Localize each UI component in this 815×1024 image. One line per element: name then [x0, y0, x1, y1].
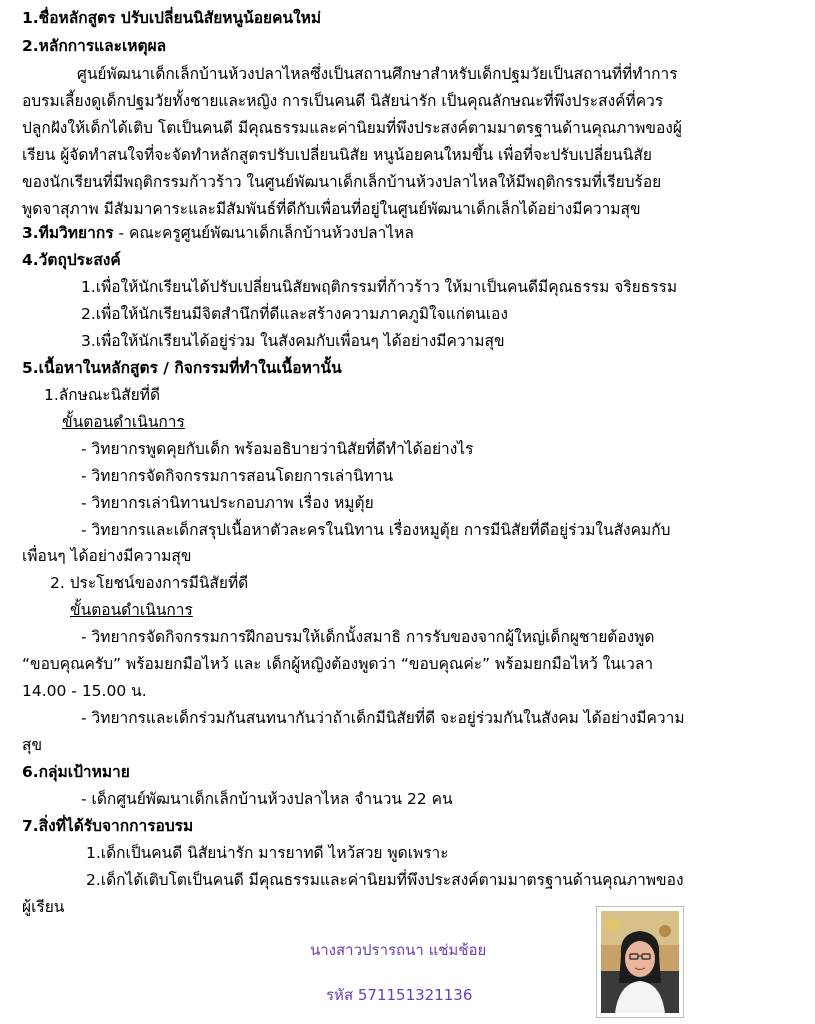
outcome-item: 2.เด็กได้เติบโตเป็นคนดี มีคุณธรรมและค่านิยมที่พึงประสงค์ตามมาตรฐานด้านคุณภาพของ	[86, 871, 684, 889]
activity-item-wrap: เพื่อนๆ ได้อย่างมีความสุข	[22, 547, 192, 565]
section-3-text: - คณะครูศูนย์พัฒนาเด็กเล็กบ้านห้วงปลาไหล	[113, 224, 414, 242]
steps-label: ขั้นตอนดำเนินการ	[70, 601, 193, 619]
section-1-heading: 1.ชื่อหลักสูตร ปรับเปลี่ยนนิสัยหนูน้อยคนใหม่	[22, 9, 322, 27]
section-2-line: พูดจาสุภาพ มีสัมมาคาระและมีสัมพันธ์ที่ดีกับเพื่อนที่อยู่ในศูนย์พัฒนาเด็กเล็กได้อย่างมีความสุข	[22, 200, 641, 218]
section-5-subheading: 1.ลักษณะนิสัยที่ดี	[44, 386, 161, 404]
section-7-heading: 7.สิ่งที่ได้รับจากการอบรม	[22, 817, 194, 835]
outcome-item-wrap: ผู้เรียน	[22, 898, 65, 916]
activity-item: - วิทยากรและเด็กสรุปเนื้อหาตัวละครในนิทาน เรื่องหมูตุ้ย การมีนิสัยที่ดีอยู่ร่วมในสังคมกับ	[81, 521, 671, 539]
activity-item-wrap: สุข	[22, 736, 43, 754]
author-name: นางสาวปรารถนา แช่มช้อย	[310, 941, 487, 959]
section-2-line: อบรมเลี้ยงดูเด็กปฐมวัยทั้งชายและหญิง การเป็นคนดี นิสัยน่ารัก เป็นคุณลักษณะที่พึงประสงค์ที่ควร	[22, 92, 664, 110]
section-2-line: เรียน ผู้จัดทำสนใจที่จะจัดทำหลักสูตรปรับเปลี่ยนนิสัย หนูน้อยคนใหมขึ้น เพื่อที่จะปรับเปลี่ยนนิสัย	[22, 146, 652, 164]
section-6-heading: 6.กลุ่มเป้าหมาย	[22, 763, 130, 781]
steps-label: ขั้นตอนดำเนินการ	[62, 413, 185, 431]
section-2-line: ศูนย์พัฒนาเด็กเล็กบ้านห้วงปลาไหลซึ่งเป็นสถานศึกษาสำหรับเด็กปฐมวัยเป็นสถานที่ที่ทำการ	[77, 65, 678, 83]
activity-item: - วิทยากรจัดกิจกรรมการสอนโดยการเล่านิทาน	[81, 467, 394, 485]
author-id: รหัส 571151321136	[326, 986, 473, 1004]
activity-item: - วิทยากรจัดกิจกรรมการฝึกอบรมให้เด็กนั้งสมาธิ การรับของจากผู้ใหญ่เด็กผูชายต้องพูด	[81, 628, 655, 646]
activity-item: - วิทยากรและเด็กร่วมกันสนทนากันว่าถ้าเด็กมีนิสัยที่ดี จะอยู่ร่วมกันในสังคม ได้อย่างมีความ	[81, 709, 685, 727]
section-2-line: ของนักเรียนที่มีพฤติกรรมก้าวร้าว ในศูนย์พัฒนาเด็กเล็กบ้านห้วงปลาไหลให้มีพฤติกรรมที่เรียบร้อย	[22, 173, 662, 191]
objective-item: 3.เพื่อให้นักเรียนได้อยู่ร่วม ในสังคมกับเพื่อนๆ ได้อย่างมีความสุข	[81, 332, 505, 350]
section-2-line: ปลูกฝังให้เด็กได้เติบ โตเป็นคนดี มีคุณธรรมและค่านิยมที่พึงประสงค์ตามมาตรฐานด้านคุณภาพของผู้	[22, 119, 682, 137]
objective-item: 2.เพื่อให้นักเรียนมีจิตสำนึกที่ดีและสร้างความภาคภูมิใจแก่ตนเอง	[81, 305, 508, 323]
activity-item: - วิทยากรพูดคุยกับเด็ก พร้อมอธิบายว่านิสัยที่ดีทำได้อย่างไร	[81, 440, 474, 458]
author-photo	[596, 906, 684, 1018]
section-2-heading: 2.หลักการและเหตุผล	[22, 37, 167, 55]
outcome-item: 1.เด็กเป็นคนดี นิสัยน่ารัก มารยาทดี ไหว้สวย พูดเพราะ	[86, 844, 449, 862]
section-3-heading: 3.ทีมวิทยากร	[22, 224, 114, 242]
activity-item-wrap: 14.00 - 15.00 น.	[22, 682, 147, 700]
section-3-line	[22, 221, 414, 245]
target-group-text: - เด็กศูนย์พัฒนาเด็กเล็กบ้านห้วงปลาไหล จำนวน 22 คน	[81, 790, 453, 808]
activity-item-wrap: “ขอบคุณครับ” พร้อมยกมือไหว้ และ เด็กผู้หญิงต้องพูดว่า “ขอบคุณค่ะ” พร้อมยกมือไหว้ ในเวลา	[22, 655, 654, 673]
section-5-subheading: 2. ประโยชน์ของการมีนิสัยที่ดี	[50, 574, 249, 592]
section-4-heading: 4.วัตถุประสงค์	[22, 251, 121, 269]
objective-item: 1.เพื่อให้นักเรียนได้ปรับเปลี่ยนนิสัยพฤติกรรมที่ก้าวร้าว ให้มาเป็นคนดีมีคุณธรรม จริยธรรม	[81, 278, 678, 296]
portrait-image	[601, 911, 679, 1013]
activity-item: - วิทยากรเล่านิทานประกอบภาพ เรื่อง หมูตุ้ย	[81, 494, 374, 512]
section-5-heading: 5.เนื้อหาในหลักสูตร / กิจกรรมที่ทำในเนื้อหานั้น	[22, 359, 342, 377]
